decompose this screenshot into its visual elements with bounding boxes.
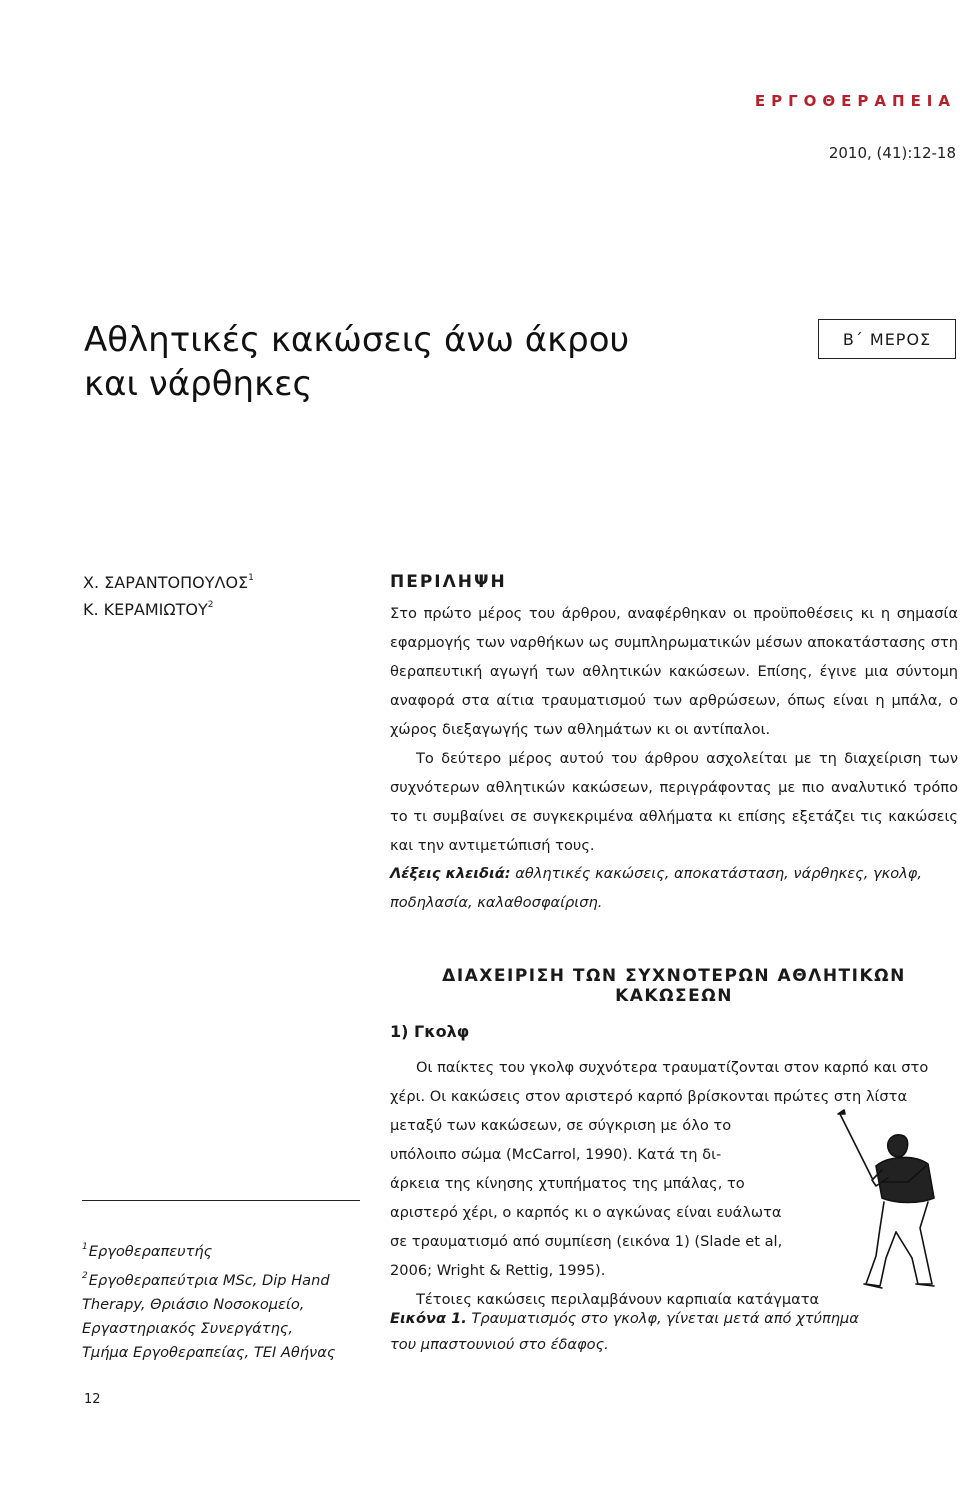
figure-caption: [390, 1306, 860, 1358]
affiliation-2-line-4: Τμήμα Εργοθεραπείας, ΤΕΙ Αθήνας: [82, 1344, 336, 1361]
abstract-heading: ΠΕΡΙΛΗΨΗ: [390, 572, 507, 592]
body-line-9: Τέτοιες κακώσεις περιλαμβάνουν καρπιαία κατάγματα: [416, 1291, 820, 1308]
abstract-paragraph-1: Στο πρώτο μέρος του άρθρου, αναφέρθηκαν οι προϋποθέσεις κι η σημασία εφαρμογής των ναρθήκων ως συμπληρωματικών μέσων αποκατάστασης στη θεραπευτική αγωγή των αθλητικών κακώσεων. Επίσης, έγινε μια σύντομη αναφορά στα αίτια τραυματισμού των αρθρώσεων, όπως είναι η μπάλα, ο χώρος διεξαγωγής των αθλημάτων κι οι αντίπαλοι.: [390, 605, 958, 738]
golfer-swing-illustration: [836, 1108, 958, 1292]
abstract-body: [390, 599, 958, 860]
article-title: [84, 318, 704, 406]
body-line-6: αριστερό χέρι, ο καρπός κι ο αγκώνας είναι ευάλωτα: [390, 1204, 782, 1221]
footnote-divider: [82, 1200, 360, 1201]
journal-name: ΕΡΓΟΘΕΡΑΠΕΙΑ: [754, 92, 956, 110]
subsection-heading: 1) Γκολφ: [390, 1022, 470, 1041]
body-line-8: 2006; Wright & Rettig, 1995).: [390, 1262, 606, 1279]
body-line-4: υπόλοιπο σώμα (McCarrol, 1990). Κατά τη δι-: [390, 1146, 722, 1163]
page-number: 12: [84, 1392, 101, 1407]
figure-caption-label: Εικόνα 1.: [390, 1310, 467, 1327]
affiliation-2-line-2: Therapy, Θριάσιο Νοσοκομείο,: [82, 1296, 305, 1313]
author-affiliations: [82, 1235, 382, 1365]
body-line-2: χέρι. Οι κακώσεις στον αριστερό καρπό βρίσκονται πρώτες στη λίστα: [390, 1088, 908, 1105]
keywords-label: Λέξεις κλειδιά:: [390, 865, 511, 882]
abstract-paragraph-2: Το δεύτερο μέρος αυτού του άρθρου ασχολείται με τη διαχείριση των συχνότερων αθλητικών κακώσεων, περιγράφοντας με πιο αναλυτικό τρόπο το τι συμβαίνει σε συγκεκριμένα αθλήματα κι επίσης εξετάζει τις κακώσεις και την αντιμετώπισή τους.: [390, 750, 958, 854]
author-1: Χ. ΣΑΡΑΝΤΟΠΟΥΛΟΣ$^1$: [83, 573, 254, 592]
body-line-1: Οι παίκτες του γκολφ συχνότερα τραυματίζονται στον καρπό και στο: [416, 1059, 929, 1076]
figure-caption-text: Τραυματισμός στο γκολφ, γίνεται μετά από χτύπημα του μπαστουνιού στο έδαφος.: [390, 1310, 859, 1353]
affiliation-2-line-3: Εργαστηριακός Συνεργάτης,: [82, 1320, 294, 1337]
authors: [83, 567, 254, 621]
citation: 2010, (41):12-18: [828, 144, 956, 162]
body-line-3: μεταξύ των κακώσεων, σε σύγκριση με όλο το: [390, 1117, 732, 1134]
section-heading: ΔΙΑΧΕΙΡΙΣΗ ΤΩΝ ΣΥΧΝΟΤΕΡΩΝ ΑΘΛΗΤΙΚΩΝ ΚΑΚΩΣΕΩΝ: [442, 966, 906, 1006]
affiliation-2: $^2$Εργοθεραπεύτρια MSc, Dip Hand: [82, 1271, 330, 1289]
author-2: Κ. ΚΕΡΑΜΙΩΤΟΥ$^2$: [83, 600, 214, 619]
affiliation-1: $^1$Εργοθεραπευτής: [82, 1242, 213, 1260]
keywords-text: αθλητικές κακώσεις, αποκατάσταση, νάρθηκες, γκολφ, ποδηλασία, καλαθοσφαίριση.: [390, 865, 923, 911]
part-badge: Β΄ ΜΕΡΟΣ: [818, 319, 956, 359]
keywords: [390, 859, 958, 917]
title-line-2: και νάρθηκες: [84, 364, 313, 404]
body-line-5: άρκεια της κίνησης χτυπήματος της μπάλας, το: [390, 1175, 745, 1192]
body-line-7: σε τραυματισμό από συμπίεση (εικόνα 1) (Slade et al,: [390, 1233, 783, 1250]
title-line-1: Αθλητικές κακώσεις άνω άκρου: [84, 320, 630, 360]
